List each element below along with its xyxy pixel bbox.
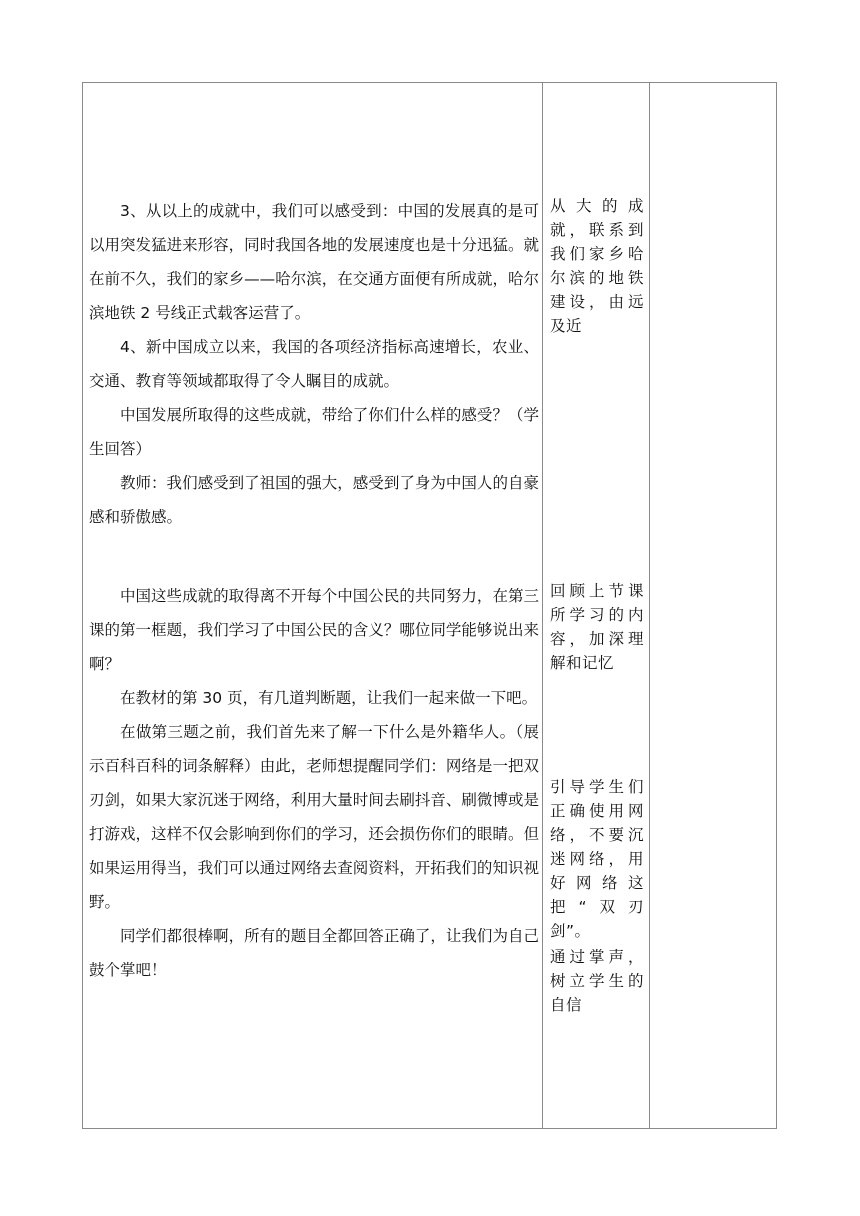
lesson-plan-table (82, 82, 777, 1129)
paragraph-teacher-answer: 教师：我们感受到了祖国的强大，感受到了身为中国人的自豪感和骄傲感。 (89, 474, 539, 526)
paragraph-applause: 同学们都很棒啊，所有的题目全都回答正确了，让我们为自己鼓个掌吧！ (89, 927, 539, 979)
design-note-3: 引导学生们正确使用网络，不要沉迷网络，用好网络这把“双刃剑”。 (550, 778, 644, 940)
design-note-2: 回顾上节课所学习的内容，加深理解和记忆 (550, 582, 644, 672)
paragraph-citizen-review: 中国这些成就的取得离不开每个中国公民的共同努力，在第三课的第一框题，我们学习了中国公民的含义？哪位同学能够说出来啊？ (89, 587, 539, 673)
paragraph-new-china: 4、新中国成立以来，我国的各项经济指标高速增长，农业、交通、教育等领域都取得了令人瞩目的成就。 (89, 338, 539, 390)
paragraph-textbook-exercise: 在教材的第 30 页，有几道判断题，让我们一起来做一下吧。 (120, 689, 538, 707)
column-divider-2 (649, 83, 650, 1128)
paragraph-feelings-question: 中国发展所取得的这些成就，带给了你们什么样的感受？（学生回答） (89, 406, 539, 458)
column-divider-1 (542, 83, 543, 1128)
design-note-4: 通过掌声，树立学生的自信 (550, 948, 644, 1014)
design-note-1: 从大的成就，联系到我们家乡哈尔滨的地铁建设，由远及近 (550, 197, 644, 335)
teaching-process-column-2 (89, 579, 539, 987)
paragraph-network-warning: 在做第三题之前，我们首先来了解一下什么是外籍华人。（展示百科百科的词条解释）由此，老师想提醒同学们：网络是一把双刃剑，如果大家沉迷于网络，利用大量时间去刷抖音、刷微博或是打游戏，这样不仅会影响到你们的学习，还会损伤你们的眼睛。但如果运用得当，我们可以通过网络去查阅资料，开拓我们的知识视野。 (89, 723, 539, 911)
teaching-process-column (89, 194, 539, 534)
paragraph-achievements-harbin: 3、从以上的成就中，我们可以感受到：中国的发展真的是可以用突发猛进来形容，同时我国各地的发展速度也是十分迅猛。就在前不久，我们的家乡——哈尔滨，在交通方面便有所成就，哈尔滨地铁 2 号线正式载客运营了。 (89, 202, 539, 322)
